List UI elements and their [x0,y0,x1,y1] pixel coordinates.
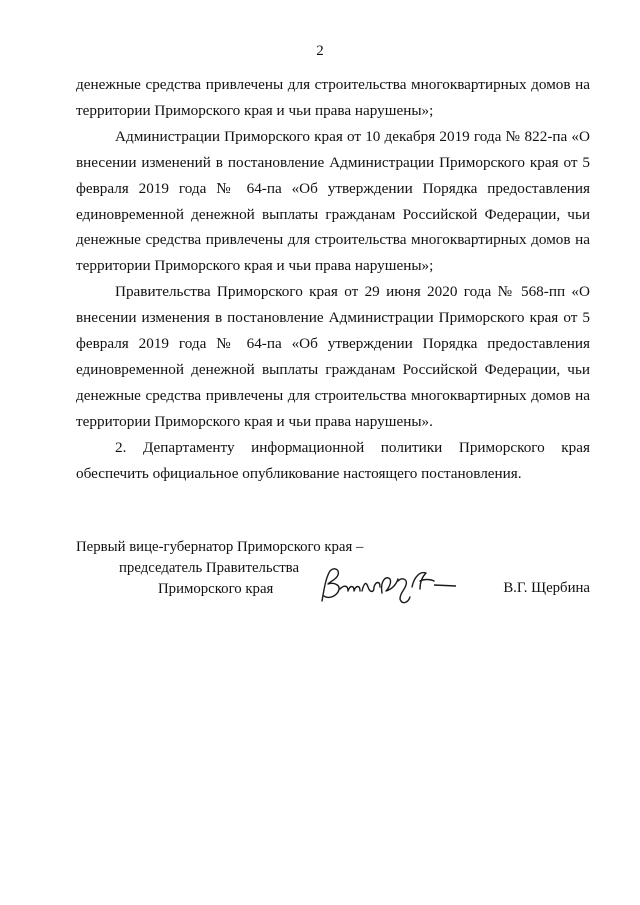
paragraph-continuation: денежные средства привлечены для строительства многоквартирных домов на территории Приморского края и чьи права нарушены»; [76,76,590,119]
signatory-title-line-3: Приморского края [158,581,274,597]
signatory-title-line-1: Первый вице-губернатор Приморского края – [76,539,364,555]
signature-block [76,537,590,600]
paragraph-administration-decree: Администрации Приморского края от 10 декабря 2019 года № 822-па «О внесении изменений в постановление Администрации Приморского края от 5 февраля 2019 года № 64-па «Об утверждении Порядка предоставления единовременной денежной выплаты гражданам Российской Федерации, чьи денежные средства привлечены для строительства многоквартирных домов на территории Приморского края и чьи права нарушены»; [76,127,590,275]
handwritten-signature-icon [316,563,456,607]
paragraph-government-decree: Правительства Приморского края от 29 июня 2020 года № 568-пп «О внесении изменения в постановление Администрации Приморского края от 5 февраля 2019 года № 64-па «Об утверждении Порядка предоставления единовременной денежной выплаты гражданам Российской Федерации, чьи денежные средства привлечены для строительства многоквартирных домов на территории Приморского края и чьи права нарушены». [76,283,590,430]
paragraph-item-2: 2. Департаменту информационной политики Приморского края обеспечить официальное опубликование настоящего постановления. [76,438,590,482]
signatory-name: В.Г. Щербина [503,580,590,596]
page-number: 2 [316,43,324,59]
document-body [76,72,590,487]
signatory-title-line-2: председатель Правительства [119,560,300,576]
